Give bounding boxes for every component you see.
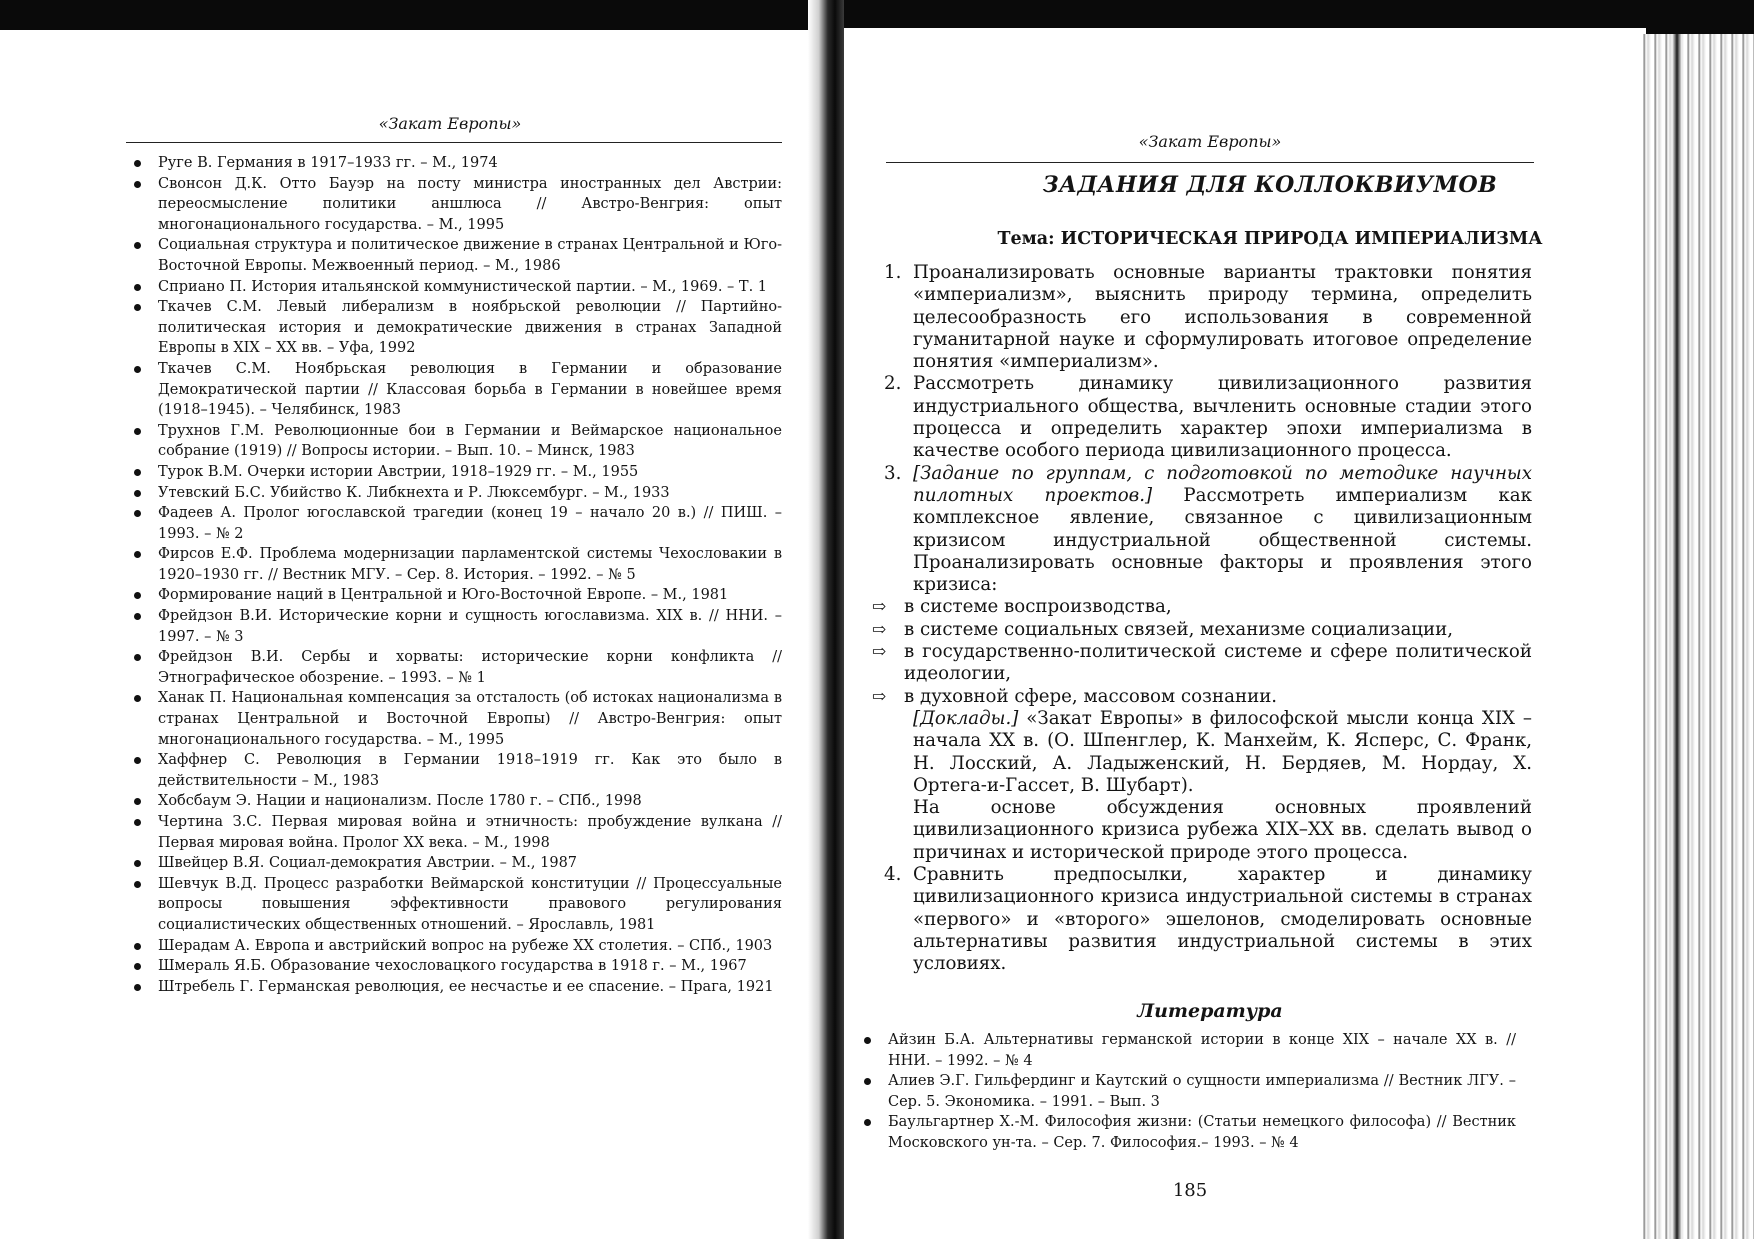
task-text: Сравнить предпосылки, характер и динамику цивилизационного кризиса индустриальной системы в странах «первого» и «второго» эшелонов, смоделировать основные альтернативы развития индустриальной системы в этих условиях. (913, 864, 1532, 975)
bullet-icon (134, 181, 141, 188)
topic-heading: Тема: ИСТОРИЧЕСКАЯ ПРИРОДА ИМПЕРИАЛИЗМА (997, 229, 1543, 249)
reference-item (126, 174, 782, 236)
bullet-icon (134, 551, 141, 558)
task-number: 1. (884, 262, 902, 283)
bullet-icon (134, 757, 141, 764)
bullet-icon (134, 304, 141, 311)
task-number: 2. (884, 373, 902, 395)
bullet-icon (864, 1037, 871, 1044)
section-title: ЗАДАНИЯ ДЛЯ КОЛЛОКВИУМОВ (1042, 172, 1498, 198)
subitem-text: в духовной сфере, массовом сознании. (904, 685, 1278, 707)
outline-arrow-icon: ⇨ (872, 642, 887, 663)
page-edge-shadow (1672, 34, 1682, 1239)
task-list (872, 262, 1532, 976)
reference-text: Свонсон Д.К. Отто Бауэр на посту министра иностранных дел Австрии: переосмысление политики аншлюса // Австро-Венгрия: опыт многонационального государства. – М., 1995 (158, 175, 782, 233)
bullet-icon (864, 1119, 871, 1126)
reference-item (126, 277, 782, 298)
bullet-icon (134, 943, 141, 950)
reference-item (126, 853, 782, 874)
reference-text: Ханак П. Национальная компенсация за отсталость (об истоках национализма в странах Центральной и Восточной Европы) // Австро-Венгрия: опыт многонационального государства. – М., 1995 (158, 690, 782, 748)
bullet-icon (134, 160, 141, 167)
outline-arrow-icon: ⇨ (872, 619, 887, 640)
task-text: Проанализировать основные варианты трактовки понятия «империализм», выяснить природу термина, определить целесообразность его использования в современной гуманитарной науке и сформулировать итоговое определение понятия «империализм». (913, 262, 1532, 373)
outline-arrow-icon: ⇨ (872, 597, 887, 618)
reference-text: Фрейдзон В.И. Исторические корни и сущность югославизма. XIX в. // ННИ. – 1997. – № 3 (158, 608, 782, 645)
reports-text: «Закат Европы» в философской мысли конца XIX – начала XX в. (О. Шпенглер, К. Манхейм, К. Ясперс, С. Франк, Н. Лосский, А. Ладыженский, Н. Бердяев, М. Нордау, Х. Ортега-и-Гассет, В. Шубарт). (913, 707, 1532, 796)
reference-text: Айзин Б.А. Альтернативы германской истории в конце XIX – начале XX в. // ННИ. – 1992. – № 4 (888, 1032, 1516, 1069)
left-header-rule (126, 142, 782, 143)
reference-text: Сприано П. История итальянской коммунистической партии. – М., 1969. – Т. 1 (158, 278, 768, 295)
reference-item (126, 647, 782, 688)
bullet-icon (134, 469, 141, 476)
bullet-icon (134, 798, 141, 805)
task-subitem (872, 686, 1532, 708)
right-header-rule (886, 162, 1534, 163)
task-note: [Задание по группам, с подготовкой по методике научных пилотных проектов.] (913, 462, 1532, 506)
left-running-head: «Закат Европы» (378, 114, 522, 133)
task-subitem (872, 596, 1532, 618)
reference-item (126, 503, 782, 544)
reference-text: Чертина З.С. Первая мировая война и этничность: пробуждение вулкана // Первая мировая война. Пролог XX века. – М., 1998 (158, 814, 782, 851)
reference-item (126, 235, 782, 276)
reference-text: Социальная структура и политическое движение в странах Центральной и Юго-Восточной Европы. Межвоенный период. – М., 1986 (158, 237, 782, 274)
book-gutter (808, 0, 844, 1239)
reference-text: Ткачев С.М. Ноябрьская революция в Германии и образование Демократической партии // Классовая борьба в Германии в новейшее время (1918–1945). – Челябинск, 1983 (158, 360, 782, 419)
reference-item (126, 462, 782, 483)
reference-text: Швейцер В.Я. Социал-демократия Австрии. – М., 1987 (158, 855, 578, 872)
reference-text: Хобсбаум Э. Нации и национализм. После 1780 г. – СПб., 1998 (158, 793, 642, 810)
reference-text: Фирсов Е.Ф. Проблема модернизации парламентской системы Чехословакии в 1920–1930 гг. // Вестник МГУ. – Сер. 8. История. – 1992. – № 5 (158, 546, 782, 583)
bullet-icon (134, 860, 141, 867)
bullet-icon (134, 284, 141, 291)
reference-item (126, 812, 782, 853)
reference-item (856, 1030, 1516, 1071)
subitem-text: в системе воспроизводства, (904, 596, 1172, 618)
reference-text: Шерадам А. Европа и австрийский вопрос на рубеже XX столетия. – СПб., 1903 (158, 937, 773, 954)
reports-note: [Доклады.] (913, 707, 1019, 729)
page-edges (1640, 34, 1754, 1239)
reference-item (126, 483, 782, 504)
reference-item (126, 977, 782, 998)
task-item (872, 373, 1532, 462)
bullet-icon (134, 613, 141, 620)
reference-text: Хаффнер С. Революция в Германии 1918–1919 гг. Как это было в действительности – М., 1983 (158, 752, 782, 789)
task-item (872, 463, 1532, 864)
subitem-text: в государственно-политической системе и сфере политической идеологии, (904, 641, 1532, 685)
bullet-icon (134, 881, 141, 888)
bullet-icon (134, 366, 141, 373)
literature-heading: Литература (1137, 1000, 1283, 1022)
task-text: Рассмотреть динамику цивилизационного развития индустриального общества, вычленить основные стадии этого процесса и определить характер эпохи империализма в качестве особого периода цивилизационного процесса. (913, 373, 1532, 462)
reference-text: Баульгартнер Х.-М. Философия жизни: (Статьи немецкого философа) // Вестник Московского ун-та. – Сер. 7. Философия.– 1993. – № 4 (888, 1114, 1516, 1151)
reference-item (126, 956, 782, 977)
bullet-icon (134, 510, 141, 517)
reference-text: Трухнов Г.М. Революционные бои в Германии и Веймарское национальное собрание (1919) // Вопросы истории. – Вып. 10. – Минск, 1983 (158, 422, 782, 460)
bullet-icon (134, 984, 141, 991)
reports-paragraph (913, 708, 1532, 797)
reference-item (126, 359, 782, 421)
right-running-head: «Закат Европы» (1138, 132, 1282, 151)
bullet-icon (134, 654, 141, 661)
reference-item (126, 544, 782, 585)
task-item (872, 864, 1532, 975)
task-text: Рассмотреть империализм как комплексное явление, связанное с цивилизационным кризисом индустриальной общественной системы. Проанализировать основные факторы и проявления этого кризиса: (913, 484, 1533, 596)
reference-text: Фрейдзон В.И. Сербы и хорваты: исторические корни конфликта // Этнографическое обозрение. – 1993. – № 1 (158, 649, 782, 686)
reference-text: Фадеев А. Пролог югославской трагедии (конец 19 – начало 20 в.) // ПИШ. – 1993. – № 2 (158, 505, 782, 542)
reference-item (126, 585, 782, 606)
reference-item (126, 297, 782, 359)
reference-item (126, 153, 782, 174)
reference-text: Штребель Г. Германская революция, ее несчастье и ее спасение. – Прага, 1921 (158, 978, 774, 995)
reference-item (126, 791, 782, 812)
reference-item (126, 688, 782, 750)
page-number: 185 (1172, 1180, 1208, 1201)
reference-item (126, 874, 782, 936)
bullet-icon (134, 242, 141, 249)
outline-arrow-icon: ⇨ (872, 686, 887, 707)
task-subitem (872, 619, 1532, 641)
reference-item (856, 1112, 1516, 1153)
reference-item (126, 421, 782, 462)
reference-text: Ткачев С.М. Левый либерализм в ноябрьской революции // Партийно-политическая история и демократические движения в странах Западной Европы в XIX – XX вв. – Уфа, 1992 (158, 299, 782, 357)
task-number: 3. (884, 462, 902, 484)
reference-text: Шевчук В.Д. Процесс разработки Веймарской конституции // Процессуальные вопросы повышения эффективности правового регулирования социалистических общественных отношений. – Ярославль, 1981 (158, 875, 782, 933)
reference-item (126, 750, 782, 791)
reference-text: Утевский Б.С. Убийство К. Либкнехта и Р. Люксембург. – М., 1933 (158, 484, 670, 501)
reference-item (126, 936, 782, 957)
reference-item (126, 606, 782, 647)
subitem-text: в системе социальных связей, механизме социализации, (904, 618, 1454, 640)
bullet-icon (134, 963, 141, 970)
bullet-icon (864, 1078, 871, 1085)
task-item (872, 262, 1532, 373)
literature-list (856, 1030, 1516, 1154)
reference-text: Формирование наций в Центральной и Юго-Восточной Европе. – М., 1981 (158, 587, 729, 604)
reference-text: Алиев Э.Г. Гильфердинг и Каутский о сущности империализма // Вестник ЛГУ. – Сер. 5. Экономика. – 1991. – Вып. 3 (888, 1073, 1516, 1110)
reference-text: Шмераль Я.Б. Образование чехословацкого государства в 1918 г. – М., 1967 (158, 958, 747, 975)
bullet-icon (134, 819, 141, 826)
bullet-icon (134, 695, 141, 702)
task-subitem (872, 641, 1532, 686)
reference-text: Руге В. Германия в 1917–1933 гг. – М., 1974 (158, 155, 498, 171)
task-number: 4. (884, 864, 902, 886)
conclusion-paragraph: На основе обсуждения основных проявлений цивилизационного кризиса рубежа XIX–XX вв. сделать вывод о причинах и исторической природе этого процесса. (913, 797, 1532, 863)
left-reference-list (126, 153, 782, 997)
reference-item (856, 1071, 1516, 1112)
bullet-icon (134, 592, 141, 599)
bullet-icon (134, 428, 141, 435)
reference-text: Турок В.М. Очерки истории Австрии, 1918–1929 гг. – М., 1955 (158, 463, 639, 480)
bullet-icon (134, 490, 141, 497)
